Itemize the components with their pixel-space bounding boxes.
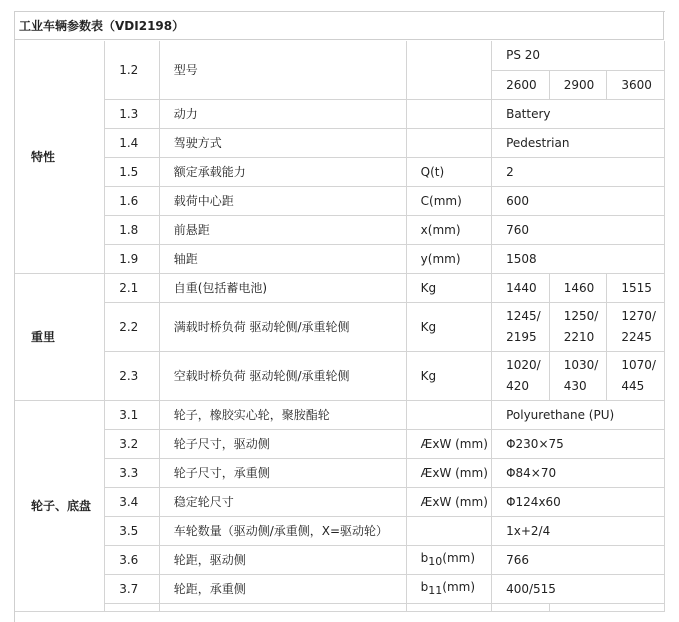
table-row: [15, 273, 665, 302]
item-number: 1.8: [105, 215, 159, 244]
table-row: [15, 458, 665, 487]
table-row: [15, 351, 665, 400]
item-value: Φ230×75: [492, 429, 665, 458]
table-row: [15, 487, 665, 516]
table-row: [15, 157, 665, 186]
item-name: 前悬距: [159, 215, 406, 244]
item-number: 3.4: [105, 487, 159, 516]
item-unit: [406, 128, 491, 157]
item-unit: Kg: [406, 273, 491, 302]
item-name: 满载时桥负荷 驱动轮侧/承重轮侧: [159, 302, 406, 351]
table-row: [15, 574, 665, 603]
item-number: 1.2: [105, 41, 159, 99]
variant-value: 1250/ 2210: [549, 302, 607, 351]
item-value: 760: [492, 215, 665, 244]
item-name: 额定承载能力: [159, 157, 406, 186]
item-value: 1508: [492, 244, 665, 273]
table-row: [15, 244, 665, 273]
item-number: 1.6: [105, 186, 159, 215]
item-unit: Q(t): [406, 157, 491, 186]
table-row: [15, 41, 665, 70]
group-label-wheels: 轮子、底盘: [15, 400, 105, 611]
variant-value: 1270/ 2245: [607, 302, 665, 351]
variant-value: 1030/ 430: [549, 351, 607, 400]
variant-value: 1440: [492, 273, 550, 302]
table-row: [15, 516, 665, 545]
item-number: 1.4: [105, 128, 159, 157]
item-name: 动力: [159, 99, 406, 128]
item-value: 600: [492, 186, 665, 215]
item-unit: x(mm): [406, 215, 491, 244]
item-number: 2.2: [105, 302, 159, 351]
item-number: 1.3: [105, 99, 159, 128]
item-unit: b11(mm): [406, 574, 491, 603]
item-name: 自重(包括蓄电池): [159, 273, 406, 302]
variant-value: 1020/ 420: [492, 351, 550, 400]
item-number: 2.3: [105, 351, 159, 400]
item-unit: [406, 41, 491, 99]
item-unit: Kg: [406, 302, 491, 351]
item-name: 载荷中心距: [159, 186, 406, 215]
item-value: 1x+2/4: [492, 516, 665, 545]
table-row: [15, 603, 665, 611]
table-row: [15, 400, 665, 429]
item-number: 1.5: [105, 157, 159, 186]
table-row: [15, 215, 665, 244]
item-name: 轮子尺寸，承重侧: [159, 458, 406, 487]
item-unit: [406, 99, 491, 128]
item-number: 1.9: [105, 244, 159, 273]
item-name: 轮子，橡胶实心轮，聚胺酯轮: [159, 400, 406, 429]
item-unit: C(mm): [406, 186, 491, 215]
variant-value: 2600: [492, 70, 550, 99]
variant-value: 1515: [607, 273, 665, 302]
item-name: 轴距: [159, 244, 406, 273]
item-number: 3.7: [105, 574, 159, 603]
item-name: 型号: [159, 41, 406, 99]
item-name: 稳定轮尺寸: [159, 487, 406, 516]
variant-value: 2900: [549, 70, 607, 99]
item-number: 3.3: [105, 458, 159, 487]
item-value: Polyurethane (PU): [492, 400, 665, 429]
spec-sheet: [14, 11, 665, 622]
item-unit: ÆxW (mm): [406, 458, 491, 487]
item-value: 2: [492, 157, 665, 186]
item-value: Φ124x60: [492, 487, 665, 516]
item-unit: ÆxW (mm): [406, 487, 491, 516]
item-name: 轮距，承重侧: [159, 574, 406, 603]
item-name: 轮距，驱动侧: [159, 545, 406, 574]
item-unit: y(mm): [406, 244, 491, 273]
table-row: [15, 186, 665, 215]
item-value: Φ84×70: [492, 458, 665, 487]
variant-value: 1245/ 2195: [492, 302, 550, 351]
variant-value: 1070/ 445: [607, 351, 665, 400]
item-value: 766: [492, 545, 665, 574]
item-value: Pedestrian: [492, 128, 665, 157]
table-row: [15, 128, 665, 157]
variant-value: 3600: [607, 70, 665, 99]
item-unit: [406, 516, 491, 545]
group-label-weight: 重里: [15, 273, 105, 400]
group-label-characteristics: 特性: [15, 41, 105, 273]
item-unit: ÆxW (mm): [406, 429, 491, 458]
item-number: 3.6: [105, 545, 159, 574]
item-unit: [406, 400, 491, 429]
table-title: 工业车辆参数表（VDI2198）: [15, 12, 664, 40]
item-name: 轮子尺寸，驱动侧: [159, 429, 406, 458]
item-number: 3.1: [105, 400, 159, 429]
item-number: 2.1: [105, 273, 159, 302]
item-value: PS 20: [492, 41, 665, 70]
spec-table: [15, 41, 665, 612]
table-row: [15, 302, 665, 351]
table-row: [15, 429, 665, 458]
table-row: [15, 545, 665, 574]
item-number: 3.5: [105, 516, 159, 545]
item-unit: b10(mm): [406, 545, 491, 574]
item-name: 驾驶方式: [159, 128, 406, 157]
item-name: 空载时桥负荷 驱动轮侧/承重轮侧: [159, 351, 406, 400]
item-value: Battery: [492, 99, 665, 128]
item-value: 400/515: [492, 574, 665, 603]
item-number: 3.2: [105, 429, 159, 458]
item-unit: Kg: [406, 351, 491, 400]
item-name: 车轮数量（驱动侧/承重侧，X=驱动轮）: [159, 516, 406, 545]
variant-value: 1460: [549, 273, 607, 302]
table-row: [15, 99, 665, 128]
